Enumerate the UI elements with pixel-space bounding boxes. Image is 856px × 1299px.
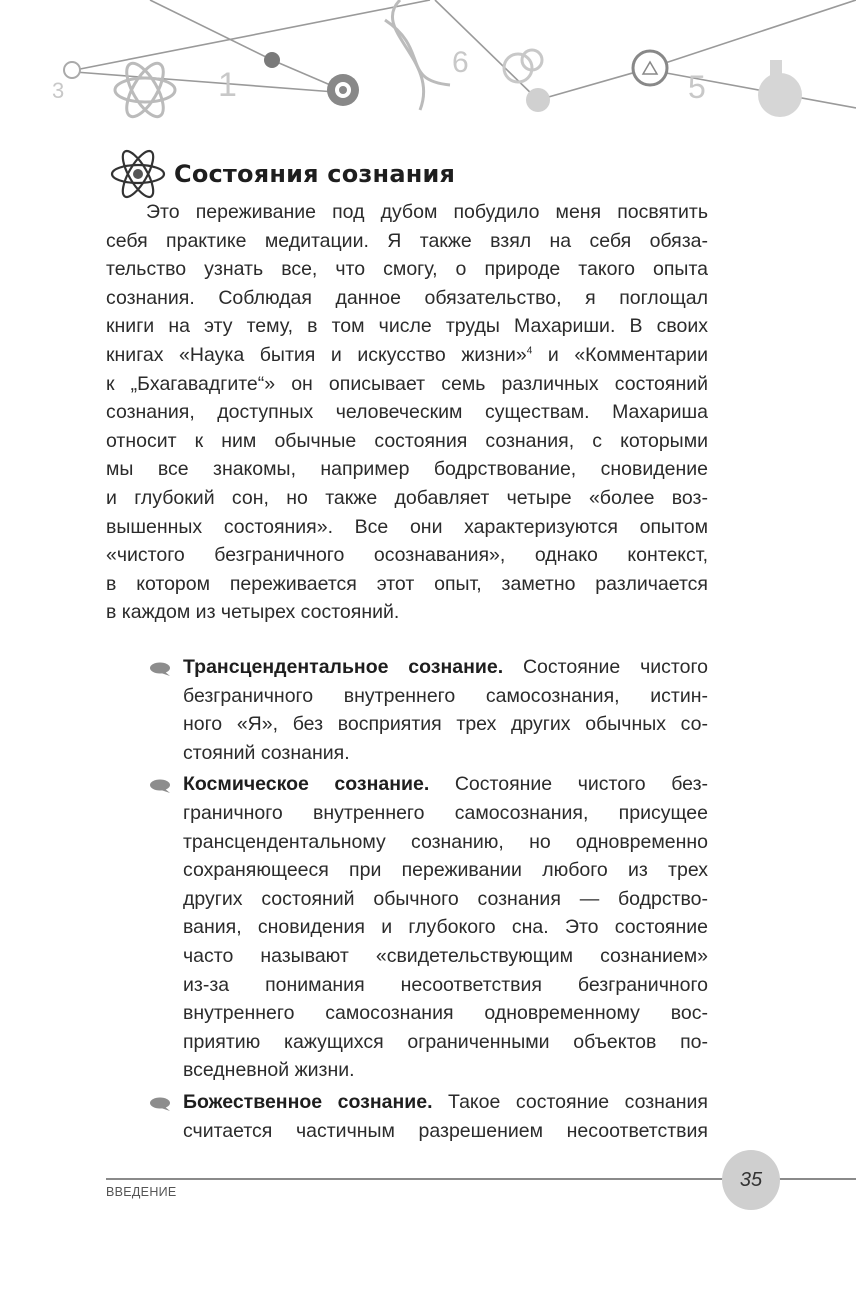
page-number-badge — [722, 1150, 780, 1210]
body-paragraph — [106, 198, 708, 627]
text-line: приятию кажущихся ограниченными объектов по- — [183, 1030, 708, 1053]
dna-icon — [385, 0, 450, 110]
bullet-term: Трансцендентальное сознание. — [183, 656, 504, 678]
text-line: сохраняющееся при переживании любого из трех — [183, 859, 708, 882]
text-line: ного «Я», без восприятия трех других обычных со- — [183, 713, 708, 736]
bullet-list — [148, 653, 708, 1148]
section-heading — [108, 148, 455, 200]
flask-icon — [758, 60, 802, 117]
atom-decor-icon — [115, 58, 175, 122]
text-line — [183, 1088, 708, 1117]
deco-number: 6 — [452, 46, 469, 79]
text-line: тельство узнать все, что смогу, о природе такого опыта — [106, 258, 708, 281]
text-line: других состояний обычного сознания — бодрство- — [183, 887, 708, 910]
text-line: из-за понимания несоответствия безграничного — [183, 973, 708, 996]
bullet-term: Божественное сознание. — [183, 1090, 433, 1113]
header-decoration — [0, 0, 856, 130]
text-line: считается частичным разрешением несоответствия — [183, 1119, 708, 1142]
text-line: часто называют «свидетельствующим сознанием» — [183, 944, 708, 967]
atom-icon — [108, 148, 168, 200]
bullet-item — [148, 653, 708, 767]
text-line: Это переживание под дубом побудило меня посвятить — [146, 201, 708, 223]
text-segment: Состояние чистого — [503, 656, 708, 678]
text-line: безграничного внутреннего самосознания, истин- — [183, 684, 708, 707]
text-line: в котором переживается этот опыт, заметно различается — [106, 572, 708, 595]
text-segment: книгах «Наука бытия и искусство жизни» — [106, 343, 527, 366]
node-light — [526, 88, 550, 112]
bullet-item — [148, 1088, 708, 1145]
knot-icon — [504, 50, 542, 82]
text-line: сознания. Соблюдая данное обязательство, я поглощал — [106, 286, 708, 309]
footnote-ref: 4 — [526, 345, 533, 357]
text-line: сознания, доступных человеческим существам. Махариша — [106, 401, 708, 424]
running-footer-section: ВВЕДЕНИЕ — [106, 1185, 177, 1199]
text-segment: Такое состояние сознания — [432, 1090, 708, 1113]
text-line: относит к ним обычные состояния сознания, с которыми — [106, 429, 708, 452]
text-line: себя практике медитации. Я также взял на себя обяза- — [106, 229, 708, 252]
text-line: стояний сознания. — [183, 741, 350, 764]
text-line: граничного внутреннего самосознания, присущее — [183, 801, 708, 824]
text-line — [183, 653, 708, 682]
deco-number: 3 — [52, 78, 65, 103]
text-line: вышенных состояния». Все они характеризуются опытом — [106, 515, 708, 538]
text-line: «чистого безграничного осознавания», однако контекст, — [106, 544, 708, 567]
speech-bubble-bullet-icon — [148, 779, 172, 793]
text-line: книги на эту тему, в том числе труды Махариши. В своих — [106, 315, 708, 338]
text-line: вания, сновидения и глубокого сна. Это состояние — [183, 916, 708, 939]
speech-bubble-bullet-icon — [148, 662, 172, 676]
text-line — [183, 770, 708, 799]
deco-number: 1 — [218, 66, 237, 104]
text-line: трансцендентальному сознанию, но одновременно — [183, 830, 708, 853]
text-line: мы все знакомы, например бодрствование, сновидение — [106, 458, 708, 481]
node-hollow — [64, 62, 80, 78]
page-number: 35 — [739, 1168, 763, 1191]
text-line — [106, 341, 708, 370]
page-title: Состояния сознания — [174, 160, 456, 188]
speech-bubble-bullet-icon — [148, 1097, 172, 1111]
deco-number: 5 — [688, 69, 706, 105]
text-line: к „Бхагавадгите“» он описывает семь различных состояний — [106, 372, 708, 395]
text-segment: и «Комментарии — [532, 343, 708, 366]
compass-icon — [633, 51, 667, 85]
node-dark — [264, 52, 280, 68]
text-segment: Состояние чистого без- — [429, 773, 708, 796]
text-line: вседневной жизни. — [183, 1059, 355, 1082]
text-line: в каждом из четырех состояний. — [106, 601, 400, 624]
text-line: внутреннего самосознания одновременному вос- — [183, 1002, 708, 1025]
bullet-term: Космическое сознание. — [183, 773, 430, 796]
bullet-item — [148, 770, 708, 1085]
text-line: и глубокий сон, но также добавляет четыре «более воз- — [106, 486, 708, 509]
